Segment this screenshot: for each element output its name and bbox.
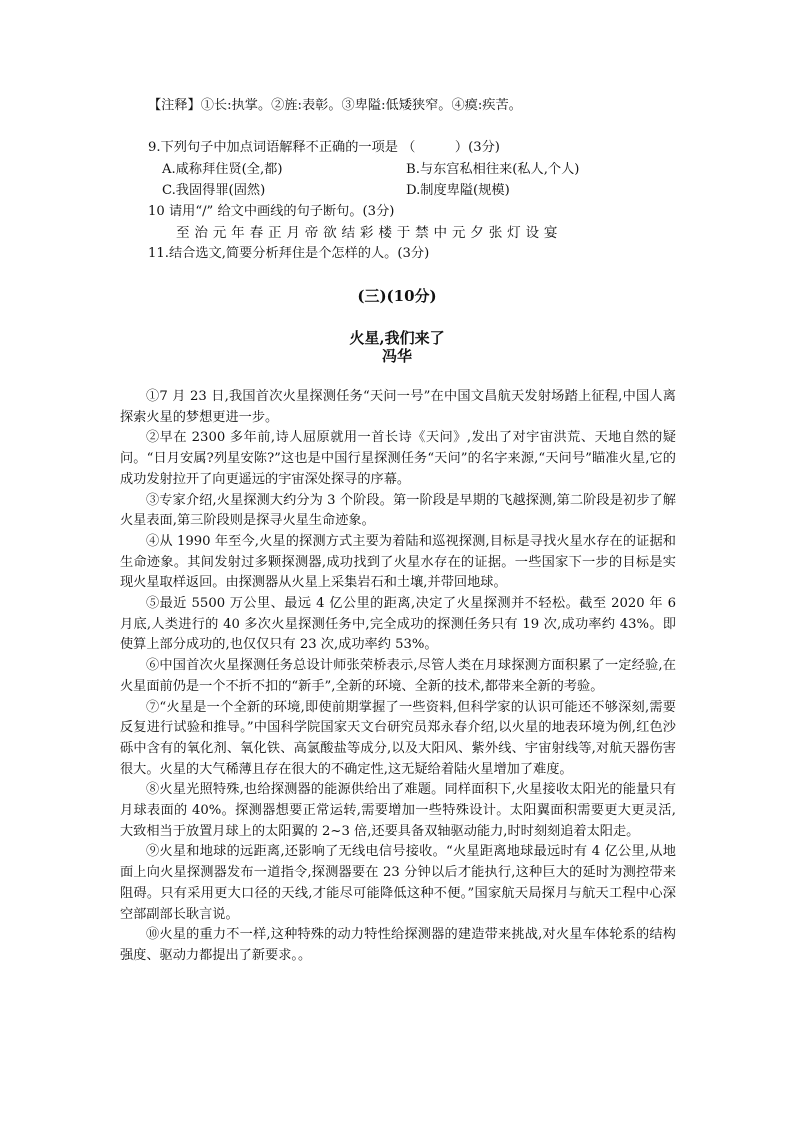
question-9-option-b: B.与东宫私相往来(私人,个人) (406, 162, 580, 177)
question-10-sentence: 至治元年春正月帝欲结彩楼于禁中元夕张灯设宴 (176, 225, 563, 241)
paragraph-4: ④从 1990 年至今,火星的探测方式主要为着陆和巡视探测,目标是寻找火星水存在的证据和生命迹象。其间发射过多颗探测器,成功找到了火星水存在的证据。一些国家下一步的目标是实现火星取样返回。由探测器从火星上采集岩石和土壤,并带回地球。 (120, 533, 676, 591)
section-heading: (三)(10分) (357, 287, 437, 305)
article-body (120, 387, 676, 967)
question-9-option-a: A.咸称拜住贤(全,都) (162, 162, 283, 177)
paragraph-9: ⑨火星和地球的远距离,还影响了无线电信号接收。“火星距离地球最远时有 4 亿公里,从地面上向火星探测器发布一道指令,探测器要在 23 分钟以后才能执行,这种巨大的延时为测控带来阻碍。只有采用更大口径的天线,才能尽可能降低这种不便。”国家航天局探月与航天工程中心深空部副部长耿言说。 (120, 844, 676, 922)
paragraph-10: ⑩火星的重力不一样,这种特殊的动力特性给探测器的建造带来挑战,对火星车体轮系的结构强度、驱动力都提出了新要求。。 (120, 927, 676, 963)
paragraph-6: ⑥中国首次火星探测任务总设计师张荣桥表示,尽管人类在月球探测方面积累了一定经验,在火星面前仍是一个不折不扣的“新手”,全新的环境、全新的技术,都带来全新的考验。 (120, 658, 676, 694)
question-9-option-c: C.我固得罪(固然) (162, 183, 266, 198)
paragraph-1: ①7 月 23 日,我国首次火星探测任务“天问一号”在中国文昌航天发射场踏上征程,中国人离探索火星的梦想更进一步。 (120, 389, 676, 425)
paragraph-8: ⑧火星光照特殊,也给探测器的能源供给出了难题。同样面积下,火星接收太阳光的能量只有月球表面的 40%。探测器想要正常运转,需要增加一些特殊设计。太阳翼面积需要更大更灵活,大致相当于放置月球上的太阳翼的 2~3 倍,还要具备双轴驱动能力,时时刻刻追着太阳走。 (120, 782, 676, 839)
paragraph-3: ③专家介绍,火星探测大约分为 3 个阶段。第一阶段是早期的飞越探测,第二阶段是初步了解火星表面,第三阶段则是探寻火星生命迹象。 (120, 492, 676, 529)
question-9-option-d: D.制度卑隘(规模) (406, 183, 510, 198)
paragraph-7: ⑦“火星是一个全新的环境,即使前期掌握了一些资料,但科学家的认识可能还不够深刻,需要反复进行试验和推导。”中国科学院国家天文台研究员郑永春介绍,以火星的地表环境为例,红色沙砾中含有的氧化剂、氧化铁、高氯酸盐等成分,以及大阳风、紫外线、宇宙射线等,对航天器伤害很大。火星的大气稀薄且存在很大的不确定性,这无疑给着陆火星增加了难度。 (120, 699, 676, 777)
question-11: 11.结合选文,简要分析拜住是个怎样的人。(3分) (148, 246, 430, 261)
article-title: 火星,我们来了 (349, 329, 445, 347)
paragraph-5: ⑤最近 5500 万公里、最远 4 亿公里的距离,决定了火星探测并不轻松。截至 2020 年 6 月底,人类进行的 40 多次火星探测任务中,完全成功的探测任务只有 19 次,成功率约 43%。即使算上部分成功的,也仅仅只有 23 次,成功率约 53%。 (120, 596, 676, 653)
annotation-notes: 【注释】①长:执掌。②旌:表彰。③卑隘:低矮狭窄。④瘼:疾苦。 (148, 98, 522, 113)
paragraph-2: ②早在 2300 多年前,诗人屈原就用一首长诗《天问》,发出了对宇宙洪荒、天地自然的疑问。“日月安属?列星安陈?”这也是中国行星探测任务“天问”的名字来源,“天问号”瞄准火星,它的成功发射拉开了向更遥远的宇宙深处探寻的序幕。 (120, 430, 676, 487)
article-author: 冯华 (381, 347, 412, 365)
question-9: 9.下列句子中加点词语解释不正确的一项是 （ ）(3分) (148, 140, 500, 155)
question-10: 10 请用“/” 给文中画线的句子断句。(3分) (148, 204, 395, 219)
